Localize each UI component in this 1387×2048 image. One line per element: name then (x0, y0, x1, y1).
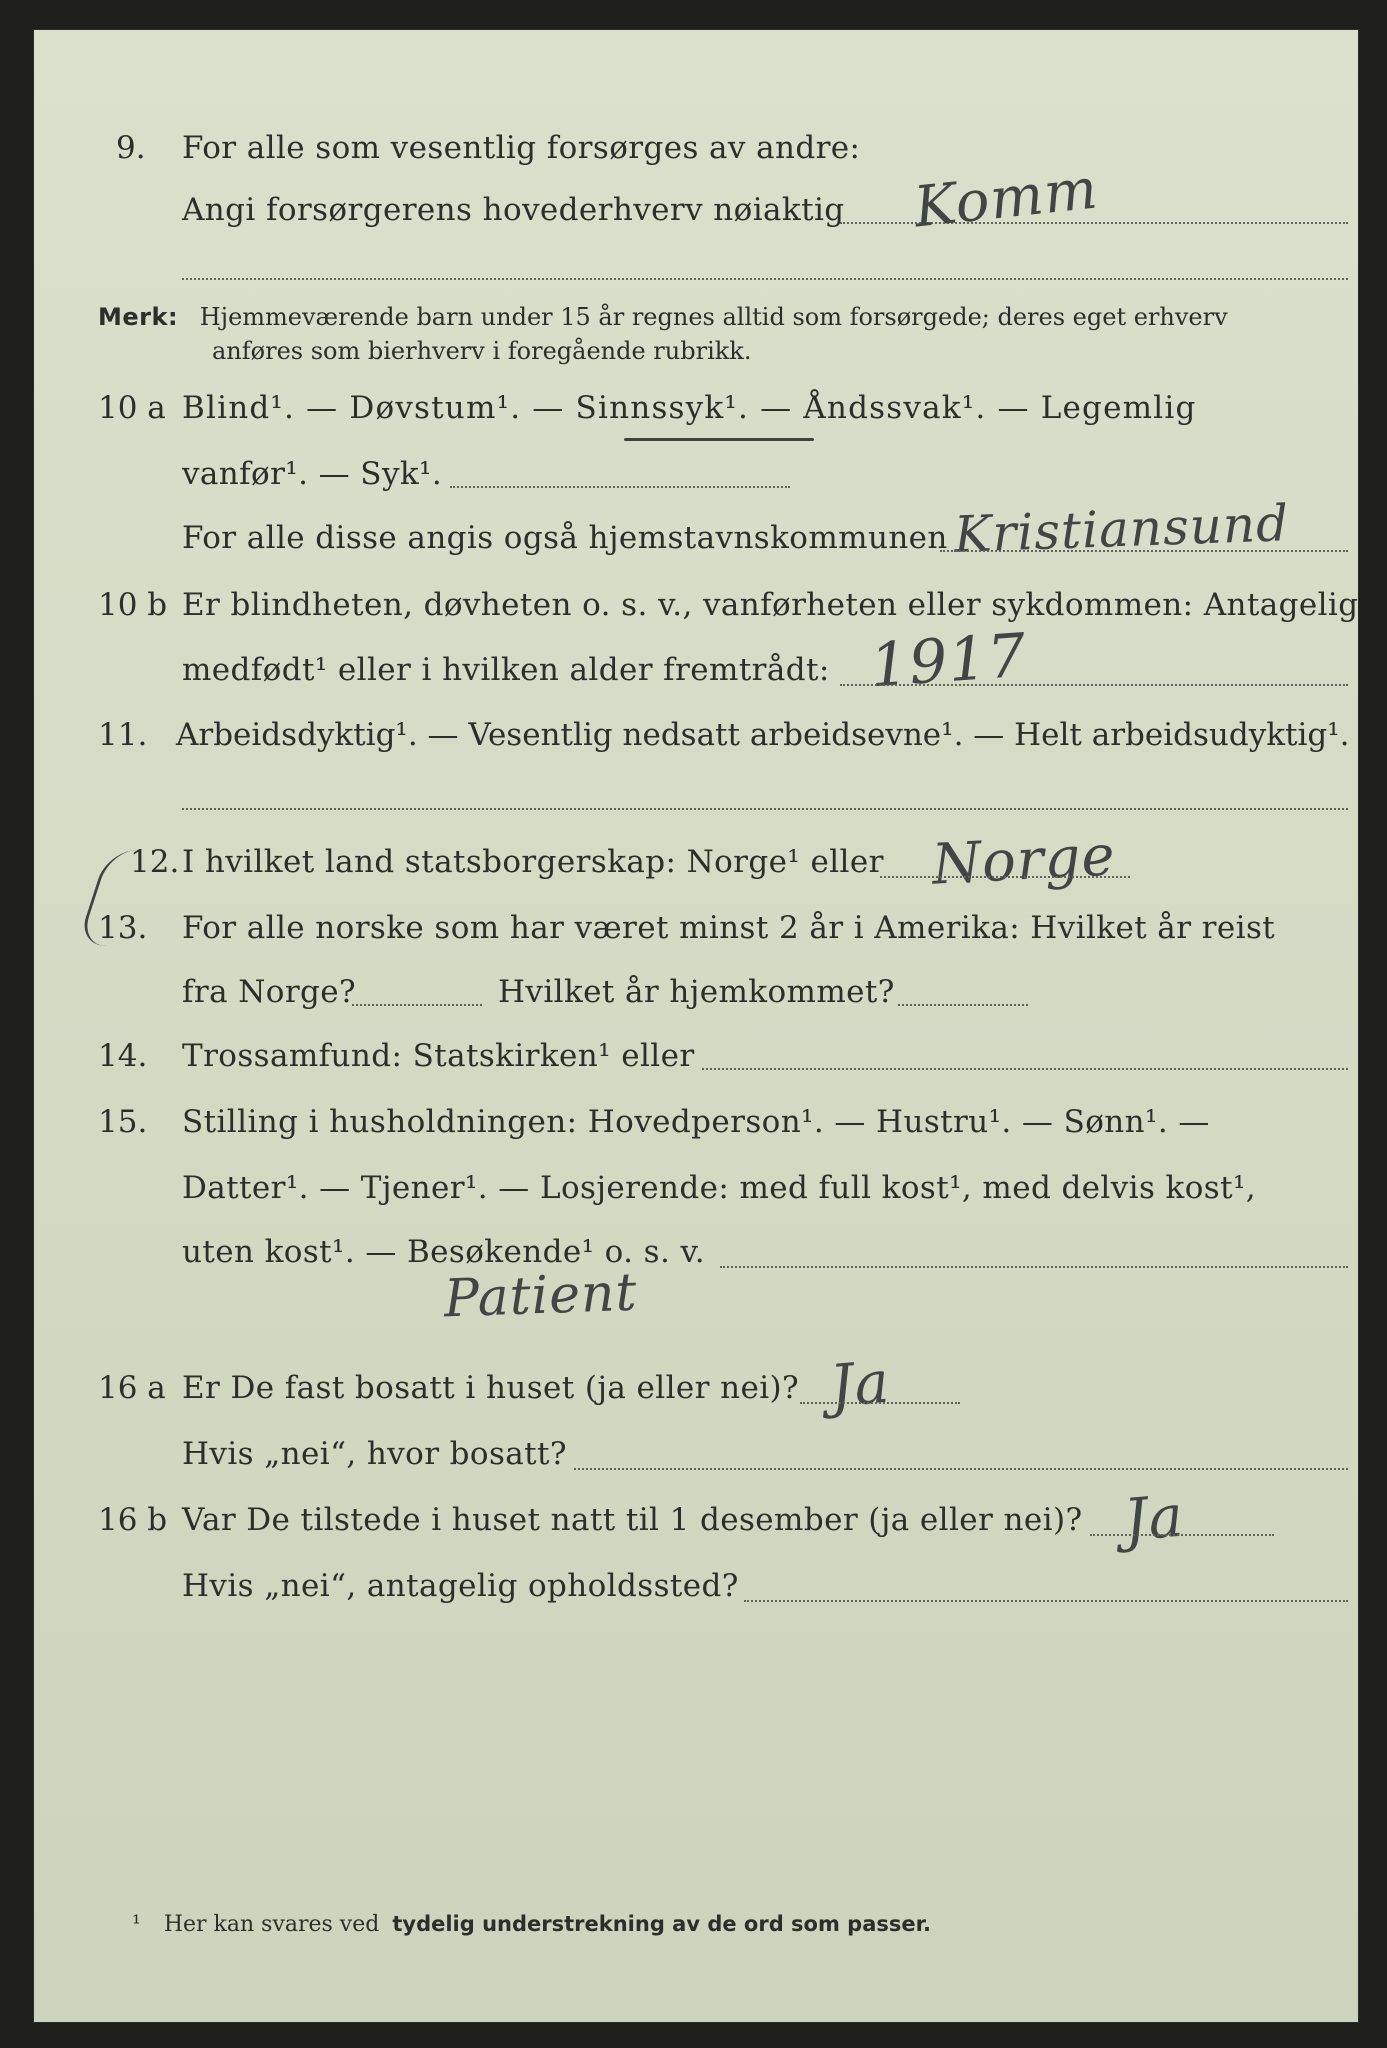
q15-line1: Stilling i husholdningen: Hovedperson¹. — Hustru¹. — Sønn¹. — (182, 1104, 1210, 1140)
merk-line1: Hjemmeværende barn under 15 år regnes alltid som forsørgede; deres eget erhverv (199, 303, 1228, 331)
footnote (132, 1910, 931, 1939)
q9-answer-line-2[interactable] (182, 278, 1348, 280)
q15-handwritten-answer: Patient (443, 1262, 639, 1330)
q10a-line2: vanfør¹. — Syk¹. (182, 456, 443, 492)
q16a-line2: Hvis „nei“, hvor bosatt? (182, 1436, 567, 1472)
footnote-mark: ¹ (132, 1912, 141, 1937)
q16a-residence-line[interactable] (574, 1468, 1348, 1470)
q10a-line3: For alle disse angis også hjemstavnskommunen (182, 520, 948, 556)
q16b-handwritten-answer: Ja (1121, 1481, 1187, 1555)
q13-departure-line[interactable] (352, 1004, 482, 1006)
q10a-hometown-line[interactable] (940, 550, 1348, 552)
q13-return-line[interactable] (898, 1004, 1028, 1006)
q16b-line2: Hvis „nei“, antagelig opholdssted? (182, 1568, 739, 1604)
q15-answer-line[interactable] (720, 1266, 1348, 1268)
q11-line1: Arbeidsdyktig¹. — Vesentlig nedsatt arbeidsevne¹. — Helt arbeidsudyktig¹. (176, 717, 1350, 753)
q14-number: 14. (98, 1038, 148, 1074)
q15-line3: uten kost¹. — Besøkende¹ o. s. v. (182, 1234, 705, 1270)
q11-answer-line[interactable] (182, 808, 1348, 810)
q16a-line1: Er De fast bosatt i huset (ja eller nei)? (182, 1370, 800, 1406)
q15-line2: Datter¹. — Tjener¹. — Losjerende: med full kost¹, med delvis kost¹, (182, 1170, 1257, 1206)
q9-line1: For alle som vesentlig forsørges av andre: (182, 130, 861, 166)
q10b-line2: medfødt¹ eller i hvilken alder fremtrådt: (182, 652, 830, 688)
q9-number: 9. (116, 130, 146, 166)
q11-number: 11. (98, 717, 148, 753)
q13-number: 13. (98, 910, 148, 946)
q10a-line1: Blind¹. — Døvstum¹. — Sinnssyk¹. — Åndssvak¹. — Legemlig (182, 390, 1197, 426)
q10a-handwritten-answer: Kristiansund (953, 494, 1290, 564)
footnote-text-plain: Her kan svares ved (163, 1912, 380, 1937)
q10b-answer-line[interactable] (840, 684, 1348, 686)
q12-handwritten-answer: Norge (930, 823, 1118, 898)
q16a-answer-line[interactable] (800, 1402, 960, 1404)
merk-label: Merk: (98, 303, 179, 331)
q10a-number: 10 a (98, 390, 166, 426)
q10b-handwritten-answer: 1917 (867, 620, 1029, 702)
q16b-number: 16 b (98, 1502, 168, 1538)
q13-line1: For alle norske som har været minst 2 år i Amerika: Hvilket år reist (182, 910, 1276, 946)
q16b-location-line[interactable] (744, 1600, 1348, 1602)
q13-line2b: Hvilket år hjemkommet? (498, 974, 895, 1010)
q13-line2a: fra Norge? (182, 974, 357, 1010)
q16b-answer-line[interactable] (1090, 1534, 1274, 1536)
q10a-answer-line[interactable] (450, 486, 790, 488)
q16b-line1: Var De tilstede i huset natt til 1 desember (ja eller nei)? (182, 1502, 1083, 1538)
q9-handwritten-answer: Komm (911, 156, 1102, 241)
q10a-underline-sinnssyk (624, 438, 814, 441)
q10b-line1: Er blindheten, døvheten o. s. v., vanførheten eller sykdommen: Antagelig (182, 587, 1359, 623)
footnote-text-bold: tydelig understrekning av de ord som passer. (392, 1912, 931, 1936)
q10b-number: 10 b (98, 587, 168, 623)
q12-number: 12. (130, 844, 180, 880)
q15-number: 15. (98, 1104, 148, 1140)
q16a-number: 16 a (98, 1370, 166, 1406)
q14-line1: Trossamfund: Statskirken¹ eller (182, 1038, 695, 1074)
census-form-page (34, 30, 1358, 2022)
q16a-handwritten-answer: Ja (827, 1347, 893, 1421)
merk-note (98, 300, 1228, 334)
q14-answer-line[interactable] (702, 1068, 1348, 1070)
q12-answer-line[interactable] (880, 876, 1130, 878)
merk-line2: anføres som bierhverv i foregående rubrikk. (212, 337, 752, 365)
q12-line1: I hvilket land statsborgerskap: Norge¹ eller (182, 844, 884, 880)
q9-line2: Angi forsørgerens hovederhverv nøiaktig (182, 192, 845, 228)
